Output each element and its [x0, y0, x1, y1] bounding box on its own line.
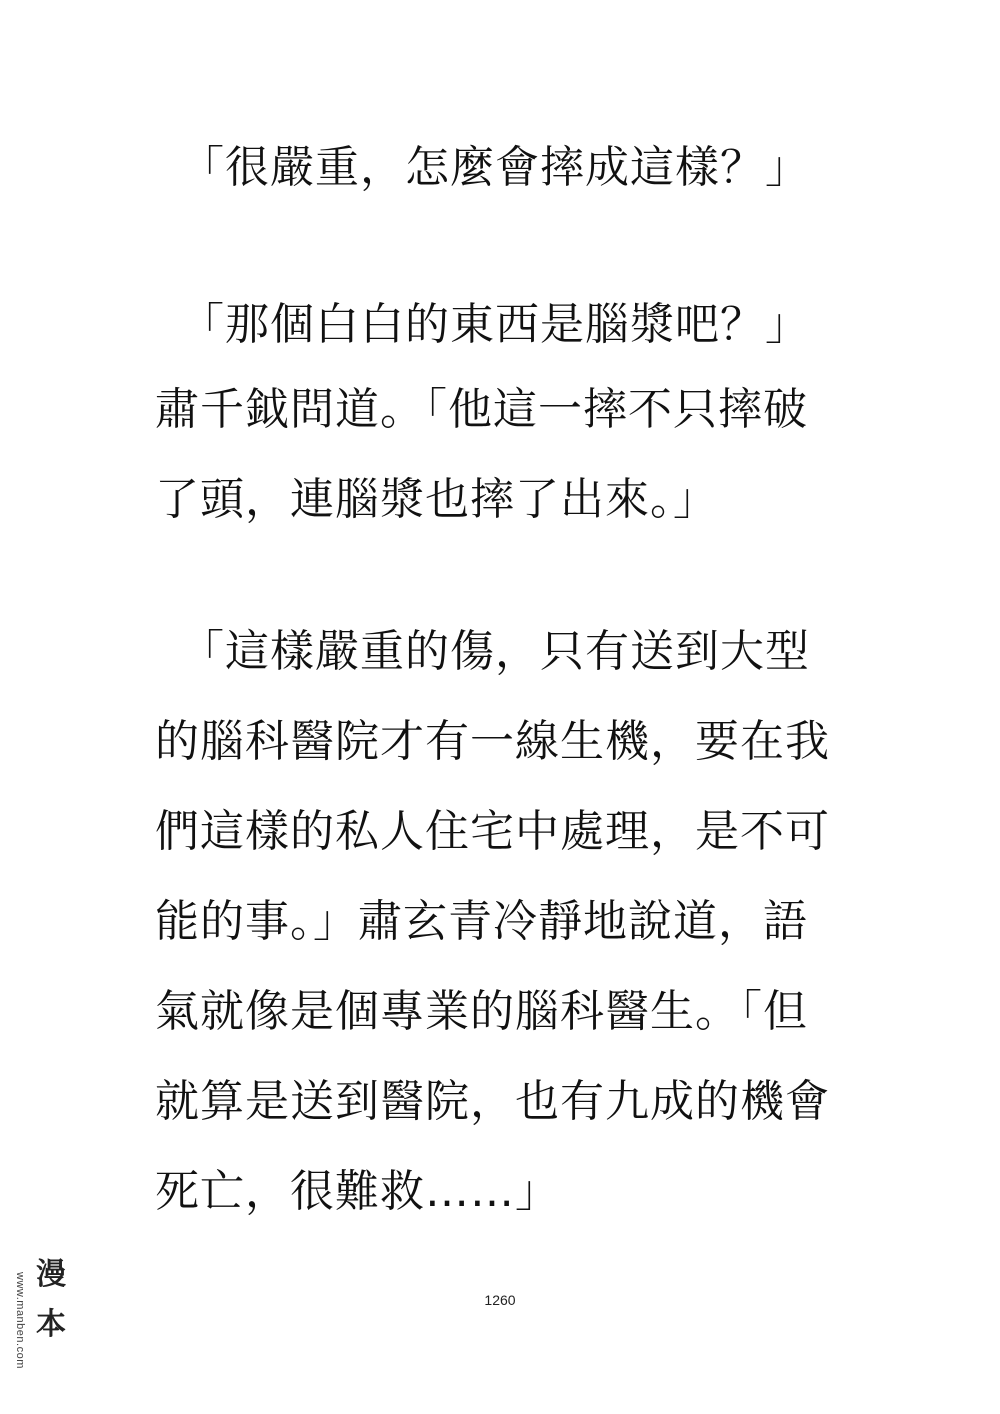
text-line: 「很嚴重，怎麼會摔成這樣？」 — [180, 142, 810, 193]
text-line: 氣就像是個專業的腦科醫生。「但 — [155, 986, 808, 1037]
text-line: 們這樣的私人住宅中處理，是不可 — [155, 806, 830, 857]
text-line: 了頭，連腦漿也摔了出來。」 — [155, 474, 718, 525]
watermark-logo — [34, 1258, 68, 1406]
page-number: 1260 — [484, 1292, 516, 1308]
watermark-logo-char: 本 — [36, 1307, 66, 1342]
text-line: 的腦科醫院才有一線生機，要在我 — [155, 716, 830, 767]
watermark-logo-char: 漫 — [36, 1257, 66, 1292]
site-watermark — [6, 1250, 70, 1410]
text-line: 能的事。」肅玄青冷靜地說道，語 — [155, 896, 808, 947]
text-line: 死亡，很難救……」 — [155, 1166, 560, 1217]
text-line: 肅千鉞問道。「他這一摔不只摔破 — [155, 384, 808, 435]
text-line: 就算是送到醫院，也有九成的機會 — [155, 1076, 830, 1127]
watermark-url: www.manben.com — [14, 1272, 26, 1369]
text-line: 「那個白白的東西是腦漿吧？」 — [180, 299, 810, 350]
text-line: 「這樣嚴重的傷，只有送到大型 — [180, 626, 810, 677]
